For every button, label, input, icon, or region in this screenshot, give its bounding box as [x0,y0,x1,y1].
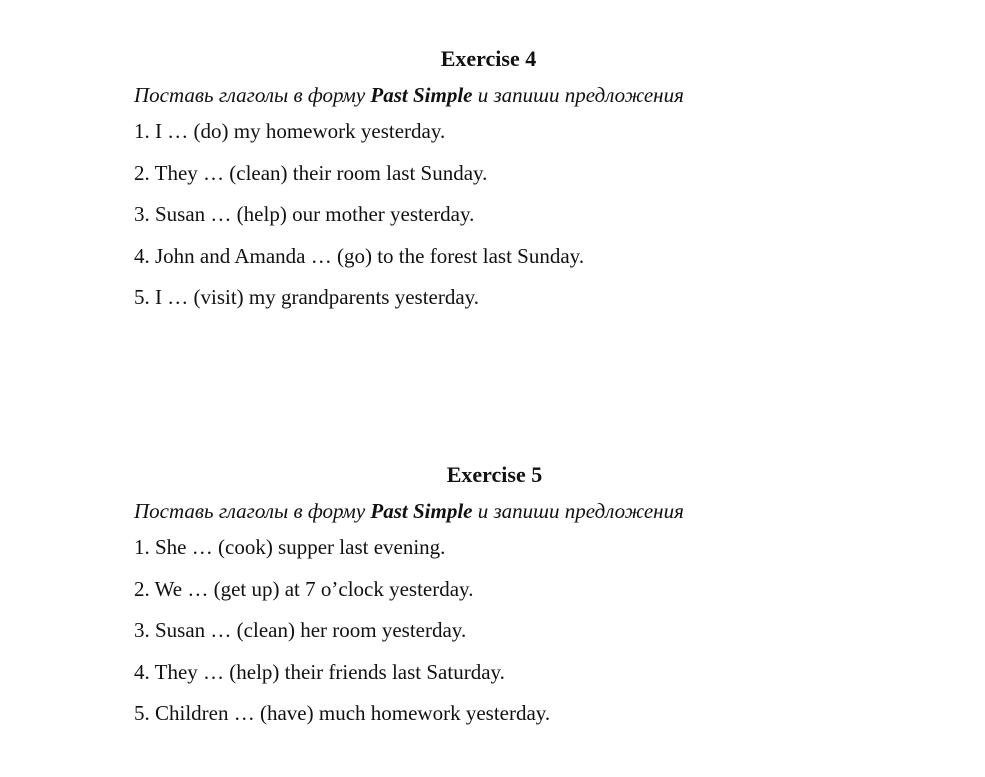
sentence-item: 3. Susan … (help) our mother yesterday. [134,202,475,226]
sentence-list [134,116,985,312]
exercise-title: Exercise 4 [440,46,537,71]
instruction-emphasis: Past Simple [370,83,473,107]
sentence-item: 5. Children … (have) much homework yesterday. [134,701,551,725]
instruction-emphasis: Past Simple [370,499,473,523]
instruction-text: и запиши предложения [472,499,684,523]
instruction-text: Поставь глаголы в форму [134,499,371,523]
sentence-item: 5. I … (visit) my grandparents yesterday. [134,285,480,309]
sentence-list [134,532,985,728]
instruction-text: и запиши предложения [472,83,684,107]
sentence-item: 4. They … (help) their friends last Saturday. [134,659,505,684]
exercise-5 [0,460,985,740]
instruction-text: Поставь глаголы в форму [134,83,371,107]
exercise-title: Exercise 5 [446,462,543,487]
sentence-item: 1. I … (do) my homework yesterday. [134,119,446,143]
exercise-instruction [134,496,985,526]
exercise-instruction [134,80,985,110]
sentence-item: 1. She … (cook) supper last evening. [134,535,446,559]
sentence-item: 2. We … (get up) at 7 o’clock yesterday. [134,576,474,601]
exercise-4 [0,44,985,324]
sentence-item: 4. John and Amanda … (go) to the forest last Sunday. [134,243,585,268]
sentence-item: 2. They … (clean) their room last Sunday. [134,160,488,185]
sentence-item: 3. Susan … (clean) her room yesterday. [134,618,467,642]
